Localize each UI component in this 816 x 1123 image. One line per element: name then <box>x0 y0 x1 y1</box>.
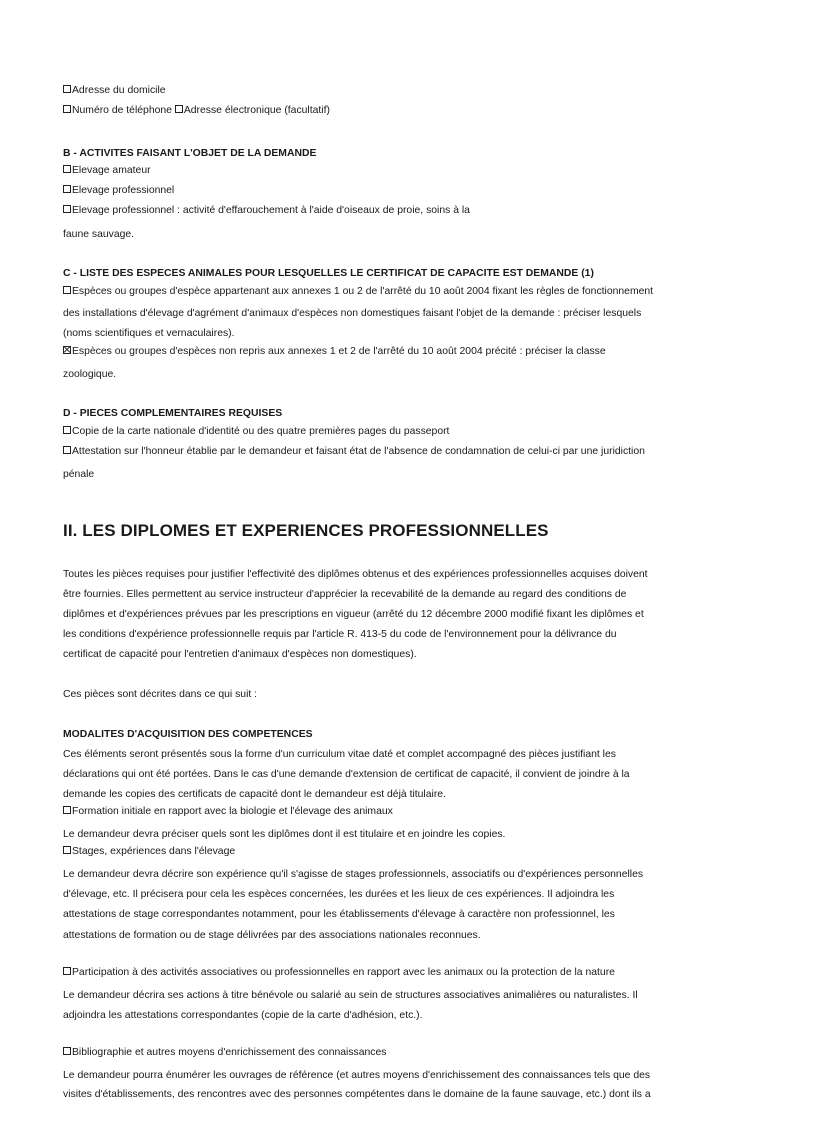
checkbox-item-non-repris: Espèces ou groupes d'espèces non repris aux annexes 1 et 2 de l'arrêté du 10 août 2004 précité : préciser la classe <box>63 345 606 359</box>
stages-line: attestations de formation ou de stage délivrées par des associations nationales reconnues. <box>63 930 481 941</box>
checkbox-icon <box>63 426 71 434</box>
intro-line: être fournies. Elles permettent au service instructeur d'apprécier la recevabilité de la demande au regard des conditions de <box>63 589 627 600</box>
checkbox-icon <box>63 846 71 854</box>
section-b-title: B - ACTIVITES FAISANT L'OBJET DE LA DEMANDE <box>63 148 317 159</box>
intro-line: certificat de capacité pour l'entretien d'animaux d'espèces non domestiques). <box>63 649 417 660</box>
checkbox-icon <box>175 105 183 113</box>
checkbox-icon <box>63 967 71 975</box>
stages-line: d'élevage, etc. Il précisera pour cela les espèces concernées, les durées et les lieux de ces expériences. Il adjoindra les <box>63 889 615 900</box>
text-line: des installations d'élevage d'agrément d'animaux d'espèces non domestiques faisant l'objet de la demande : préciser lesquels <box>63 308 642 319</box>
modalites-line: déclarations qui ont été portées. Dans le cas d'une demande d'extension de certificat de capacité, il convient de joindre à la <box>63 769 630 780</box>
section-c-title: C - LISTE DES ESPECES ANIMALES POUR LESQUELLES LE CERTIFICAT DE CAPACITE EST DEMANDE (1) <box>63 268 594 279</box>
text-line: faune sauvage. <box>63 229 135 240</box>
checkbox-item-bibliographie: Bibliographie et autres moyens d'enrichissement des connaissances <box>63 1046 386 1060</box>
checkbox-item-elevage-amateur: Elevage amateur <box>63 164 151 178</box>
participation-line: Le demandeur décrira ses actions à titre bénévole ou salarié au sein de structures associatives animalières ou naturalistes. Il <box>63 990 638 1001</box>
checkbox-item-carte-identite: Copie de la carte nationale d'identité ou des quatre premières pages du passeport <box>63 425 449 439</box>
intro-line: diplômes et d'expériences prévues par les prescriptions en vigueur (arrêté du 12 décembre 2000 modifié fixant les diplômes et <box>63 609 644 620</box>
checkbox-item-address: Adresse du domicile <box>63 84 166 98</box>
checkbox-item-phone-email: Numéro de téléphone Adresse électronique (facultatif) <box>63 104 330 118</box>
checkbox-icon <box>63 446 71 454</box>
checkbox-icon <box>63 1047 71 1055</box>
checkbox-item-annexes-1-2: Espèces ou groupes d'espèce appartenant aux annexes 1 ou 2 de l'arrêté du 10 août 2004 fixant les règles de fonctionnement <box>63 285 653 299</box>
text-line: (noms scientifiques et vernaculaires). <box>63 328 235 339</box>
checkbox-item-formation: Formation initiale en rapport avec la biologie et l'élevage des animaux <box>63 805 393 819</box>
checkbox-item-effarouchement: Elevage professionnel : activité d'effarouchement à l'aide d'oiseaux de proie, soins à la <box>63 204 470 218</box>
section-ii-heading: II. LES DIPLOMES ET EXPERIENCES PROFESSIONNELLES <box>63 521 549 540</box>
checkbox-item-attestation: Attestation sur l'honneur établie par le demandeur et faisant état de l'absence de condamnation de celui-ci par une juridiction <box>63 445 645 459</box>
described-line: Ces pièces sont décrites dans ce qui suit : <box>63 689 258 700</box>
biblio-line: Le demandeur pourra énumérer les ouvrages de référence (et autres moyens d'enrichissement des connaissances tels que des <box>63 1070 651 1081</box>
modalites-line: demande les copies des certificats de capacité dont le demandeur est déjà titulaire. <box>63 789 446 800</box>
stages-line: attestations de stage correspondantes notamment, pour les établissements d'élevage à caractère non professionnel, les <box>63 909 615 920</box>
formation-text: Le demandeur devra préciser quels sont les diplômes dont il est titulaire et en joindre les copies. <box>63 829 506 840</box>
checkbox-item-participation: Participation à des activités associatives ou professionnelles en rapport avec les animaux ou la protection de la nature <box>63 966 615 980</box>
checkbox-icon <box>63 205 71 213</box>
stages-line: Le demandeur devra décrire son expérience qu'il s'agisse de stages professionnels, associatifs ou d'expériences personnelles <box>63 869 644 880</box>
checked-checkbox-icon <box>63 346 71 354</box>
checkbox-icon <box>63 286 71 294</box>
modalites-line: Ces éléments seront présentés sous la forme d'un curriculum vitae daté et complet accompagné des pièces justifiant les <box>63 749 616 760</box>
checkbox-item-stages: Stages, expériences dans l'élevage <box>63 845 235 859</box>
checkbox-icon <box>63 806 71 814</box>
biblio-line: visites d'établissements, des rencontres avec des personnes compétentes dans le domaine de la faune sauvage, etc.) dont ils a <box>63 1089 651 1100</box>
checkbox-icon <box>63 165 71 173</box>
modalites-title: MODALITES D'ACQUISITION DES COMPETENCES <box>63 729 313 740</box>
checkbox-icon <box>63 105 71 113</box>
intro-line: les conditions d'expérience professionnelle requis par l'article R. 413-5 du code de l'environnement pour la délivrance du <box>63 629 617 640</box>
checkbox-item-elevage-professionnel: Elevage professionnel <box>63 184 174 198</box>
section-d-title: D - PIECES COMPLEMENTAIRES REQUISES <box>63 408 283 419</box>
checkbox-icon <box>63 85 71 93</box>
text-line: zoologique. <box>63 369 117 380</box>
checkbox-icon <box>63 185 71 193</box>
intro-line: Toutes les pièces requises pour justifier l'effectivité des diplômes obtenus et des expériences professionnelles acquises doivent <box>63 569 648 580</box>
text-line: pénale <box>63 469 95 480</box>
participation-line: adjoindra les attestations correspondantes (copie de la carte d'adhésion, etc.). <box>63 1010 423 1021</box>
